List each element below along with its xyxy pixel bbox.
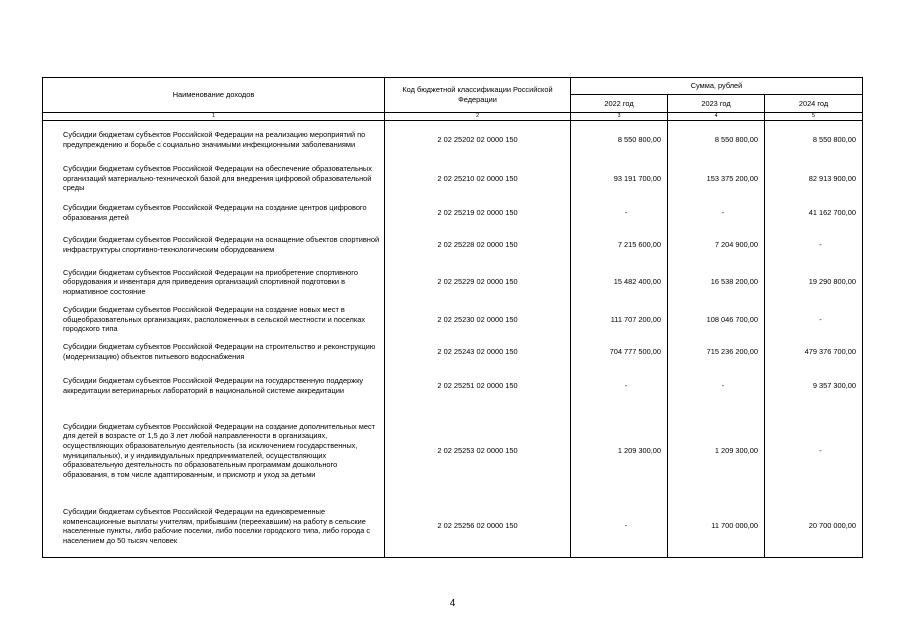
row-name: Субсидии бюджетам субъектов Российской Федерации на единовременные компенсационные выплаты учителям, прибывшим (переехавшим) на работу в сельские населенные пункты, либо рабочие поселки, либо поселки городского типа, либо города с населением до 50 тысяч человек — [43, 496, 385, 558]
row-amount-2024: 9 357 300,00 — [765, 366, 863, 406]
row-amount-2024: - — [765, 227, 863, 264]
row-amount-2024: 41 162 700,00 — [765, 199, 863, 227]
row-amount-2023: 1 209 300,00 — [668, 406, 765, 496]
row-amount-2023: - — [668, 199, 765, 227]
table-row — [43, 406, 863, 496]
row-amount-2022: 704 777 500,00 — [571, 339, 668, 366]
table-row — [43, 339, 863, 366]
header-name: Наименование доходов — [43, 78, 385, 113]
row-amount-2024: 8 550 800,00 — [765, 121, 863, 159]
row-code: 2 02 25219 02 0000 150 — [385, 199, 571, 227]
row-amount-2023: 8 550 800,00 — [668, 121, 765, 159]
row-amount-2023: - — [668, 366, 765, 406]
row-amount-2023: 715 236 200,00 — [668, 339, 765, 366]
header-year-2022: 2022 год — [571, 95, 668, 113]
table-row — [43, 264, 863, 301]
row-amount-2022: 8 550 800,00 — [571, 121, 668, 159]
col-number: 2 — [385, 113, 571, 121]
row-name: Субсидии бюджетам субъектов Российской Федерации на строительство и реконструкцию (модернизацию) объектов питьевого водоснабжения — [43, 339, 385, 366]
header-sum: Сумма, рублей — [571, 78, 863, 95]
row-amount-2022: 93 191 700,00 — [571, 159, 668, 199]
revenue-table — [42, 77, 863, 558]
row-name: Субсидии бюджетам субъектов Российской Федерации на создание новых мест в общеобразовательных организациях, расположенных в сельской местности и поселках городского типа — [43, 301, 385, 339]
row-amount-2024: 82 913 900,00 — [765, 159, 863, 199]
row-name: Субсидии бюджетам субъектов Российской Федерации на реализацию мероприятий по предупреждению и борьбе с социально значимыми инфекционными заболеваниями — [43, 121, 385, 159]
row-amount-2024: 19 290 800,00 — [765, 264, 863, 301]
row-amount-2024: 479 376 700,00 — [765, 339, 863, 366]
row-amount-2023: 11 700 000,00 — [668, 496, 765, 558]
row-name: Субсидии бюджетам субъектов Российской Федерации на создание дополнительных мест для детей в возрасте от 1,5 до 3 лет любой направленности в организациях, осуществляющих образовательную деятельность (за исключением государственных, муниципальных), и у индивидуальных предпринимателей, осуществляющих образовательную деятельность по образовательным программам дошкольного образования, в том числе адаптированным, и присмотр и уход за детьми — [43, 406, 385, 496]
table-row — [43, 496, 863, 558]
row-amount-2022: - — [571, 366, 668, 406]
header-code: Код бюджетной классификации Российской Федерации — [385, 78, 571, 113]
col-number: 4 — [668, 113, 765, 121]
row-code: 2 02 25251 02 0000 150 — [385, 366, 571, 406]
row-name: Субсидии бюджетам субъектов Российской Федерации на создание центров цифрового образования детей — [43, 199, 385, 227]
row-code: 2 02 25210 02 0000 150 — [385, 159, 571, 199]
row-code: 2 02 25230 02 0000 150 — [385, 301, 571, 339]
page-number: 4 — [449, 598, 456, 609]
row-code: 2 02 25229 02 0000 150 — [385, 264, 571, 301]
col-number: 5 — [765, 113, 863, 121]
row-code: 2 02 25256 02 0000 150 — [385, 496, 571, 558]
row-amount-2022: - — [571, 496, 668, 558]
row-amount-2022: 7 215 600,00 — [571, 227, 668, 264]
row-amount-2023: 16 538 200,00 — [668, 264, 765, 301]
row-amount-2022: 15 482 400,00 — [571, 264, 668, 301]
col-number: 3 — [571, 113, 668, 121]
table-row — [43, 121, 863, 159]
row-code: 2 02 25228 02 0000 150 — [385, 227, 571, 264]
row-name: Субсидии бюджетам субъектов Российской Федерации на оснащение объектов спортивной инфраструктуры спортивно-технологическим оборудованием — [43, 227, 385, 264]
table-row — [43, 199, 863, 227]
row-amount-2022: - — [571, 199, 668, 227]
row-amount-2023: 153 375 200,00 — [668, 159, 765, 199]
row-amount-2024: - — [765, 301, 863, 339]
header-year-2023: 2023 год — [668, 95, 765, 113]
row-amount-2022: 111 707 200,00 — [571, 301, 668, 339]
row-code: 2 02 25202 02 0000 150 — [385, 121, 571, 159]
row-amount-2024: 20 700 000,00 — [765, 496, 863, 558]
row-name: Субсидии бюджетам субъектов Российской Федерации на обеспечение образовательных организаций материально-технической базой для внедрения цифровой образовательной среды — [43, 159, 385, 199]
table-row — [43, 301, 863, 339]
row-code: 2 02 25243 02 0000 150 — [385, 339, 571, 366]
header-year-2024: 2024 год — [765, 95, 863, 113]
row-name: Субсидии бюджетам субъектов Российской Федерации на приобретение спортивного оборудования и инвентаря для приведения организаций спортивной подготовки в нормативное состояние — [43, 264, 385, 301]
row-amount-2023: 108 046 700,00 — [668, 301, 765, 339]
row-code: 2 02 25253 02 0000 150 — [385, 406, 571, 496]
row-amount-2024: - — [765, 406, 863, 496]
row-amount-2022: 1 209 300,00 — [571, 406, 668, 496]
table-row — [43, 227, 863, 264]
col-number: 1 — [43, 113, 385, 121]
table-row — [43, 159, 863, 199]
row-name: Субсидии бюджетам субъектов Российской Федерации на государственную поддержку аккредитации ветеринарных лабораторий в национальной системе аккредитации — [43, 366, 385, 406]
row-amount-2023: 7 204 900,00 — [668, 227, 765, 264]
table-row — [43, 366, 863, 406]
